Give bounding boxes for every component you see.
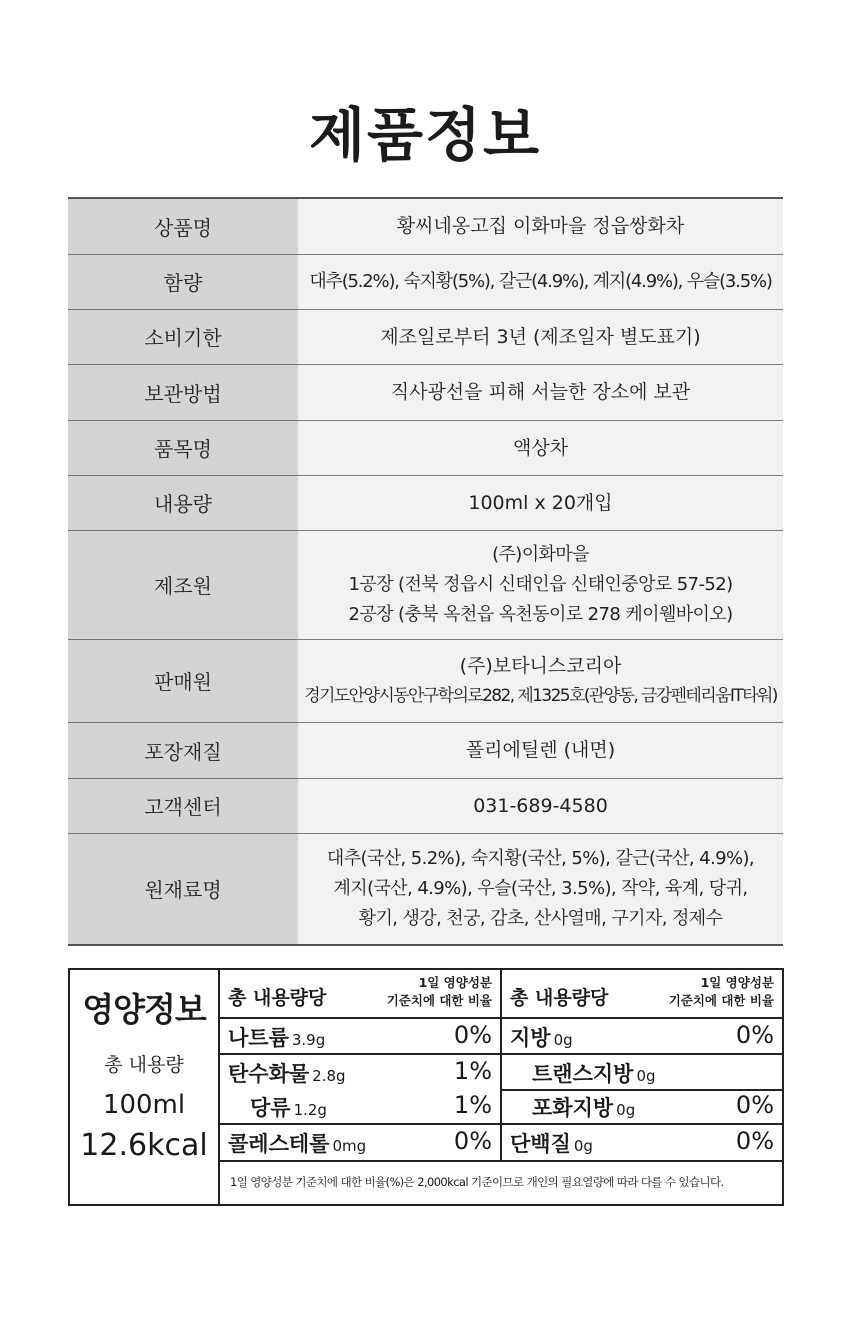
table-row <box>68 420 783 475</box>
nutrient-name: 탄수화물 2.8g <box>228 1062 346 1086</box>
column-header <box>220 970 500 1019</box>
row-label: 함량 <box>68 254 298 309</box>
row-value: 액상차 <box>298 420 783 475</box>
nutrient-row <box>502 1089 782 1125</box>
table-row <box>68 198 783 254</box>
row-value: 대추(5.2%), 숙지황(5%), 갈근(4.9%), 계지(4.9%), 우슬(3.5%) <box>298 254 783 309</box>
nutrient-name: 당류 1.2g <box>250 1096 327 1120</box>
nutrient-percent: 0% <box>453 1127 492 1155</box>
nutrition-title: 영양정보 <box>82 990 206 1029</box>
row-label: 원재료명 <box>68 833 298 945</box>
nutrition-summary <box>70 970 220 1204</box>
nutrition-facts-box <box>68 968 784 1206</box>
nutrient-name: 단백질 0g <box>510 1132 593 1156</box>
nutrition-table <box>220 970 782 1204</box>
row-label: 내용량 <box>68 475 298 530</box>
table-row <box>68 475 783 530</box>
row-label: 판매원 <box>68 639 298 722</box>
nutrient-percent: 1% <box>453 1091 492 1119</box>
row-label: 소비기한 <box>68 309 298 364</box>
header-per-total: 총 내용량당 <box>228 987 327 1009</box>
header-per-total: 총 내용량당 <box>510 987 609 1009</box>
product-info-table <box>68 197 783 946</box>
nutrient-row <box>220 1089 500 1125</box>
row-label: 포장재질 <box>68 722 298 778</box>
nutrient-row <box>220 1055 500 1089</box>
table-row <box>68 639 783 722</box>
nutrient-row <box>502 1019 782 1055</box>
table-row <box>68 530 783 639</box>
row-value: 직사광선을 피해 서늘한 장소에 보관 <box>298 364 783 420</box>
nutrient-percent: 0% <box>735 1127 774 1155</box>
nutrient-percent: 0% <box>735 1021 774 1049</box>
nutrient-percent: 0% <box>735 1091 774 1119</box>
row-label: 제조원 <box>68 530 298 639</box>
table-row <box>68 778 783 833</box>
table-row <box>68 254 783 309</box>
nutrient-row <box>502 1055 782 1091</box>
page-title: 제품정보 <box>308 101 542 169</box>
table-row <box>68 833 783 945</box>
nutrition-column-right <box>502 970 782 1160</box>
nutrient-percent: 1% <box>453 1057 492 1085</box>
nutrient-row <box>220 1019 500 1055</box>
row-value: 100ml x 20개입 <box>298 475 783 530</box>
nutrient-name: 나트륨 3.9g <box>228 1026 326 1050</box>
table-row <box>68 364 783 420</box>
nutrient-row <box>502 1125 782 1159</box>
header-daily-value: 1일 영양성분 기준치에 대한 비율 <box>668 975 774 1008</box>
row-label: 고객센터 <box>68 778 298 833</box>
row-value: (주)이화마을 1공장 (전북 정읍시 신태인읍 신태인중앙로 57-52) 2공장 (충북 옥천읍 옥천동이로 278 케이웰바이오) <box>298 530 783 639</box>
row-value: 황씨네옹고집 이화마을 정읍쌍화차 <box>298 198 783 254</box>
table-row <box>68 722 783 778</box>
row-value: 폴리에틸렌 (내면) <box>298 722 783 778</box>
row-value: (주)보타니스코리아 경기도안양시동안구학의로282, 제1325호(관양동, 금강펜테리움IT타워) <box>298 639 783 722</box>
table-row <box>68 309 783 364</box>
nutrient-percent: 0% <box>453 1021 492 1049</box>
total-volume: 100ml <box>102 1090 186 1120</box>
nutrient-name: 지방 0g <box>510 1026 573 1050</box>
row-label: 상품명 <box>68 198 298 254</box>
row-value: 제조일로부터 3년 (제조일자 별도표기) <box>298 309 783 364</box>
header-daily-value: 1일 영양성분 기준치에 대한 비율 <box>386 975 492 1008</box>
nutrient-name: 트랜스지방 0g <box>532 1062 656 1086</box>
row-value: 031-689-4580 <box>298 778 783 833</box>
row-label: 품목명 <box>68 420 298 475</box>
total-volume-label: 총 내용량 <box>104 1054 184 1076</box>
column-header <box>502 970 782 1019</box>
row-value: 대추(국산, 5.2%), 숙지황(국산, 5%), 갈근(국산, 4.9%), 계지(국산, 4.9%), 우슬(국산, 3.5%), 작약, 육계, 당귀, 황기, 생강, 천궁, 감초, 산사열매, 구기자, 정제수 <box>298 833 783 945</box>
nutrient-name: 포화지방 0g <box>532 1096 636 1120</box>
nutrition-column-left <box>220 970 502 1160</box>
nutrient-name: 콜레스테롤 0mg <box>228 1132 367 1156</box>
nutrition-footnote: 1일 영양성분 기준치에 대한 비율(%)은 2,000kcal 기준이므로 개인의 필요열량에 따라 다를 수 있습니다. <box>220 1160 782 1206</box>
row-label: 보관방법 <box>68 364 298 420</box>
total-calories: 12.6kcal <box>80 1128 208 1163</box>
nutrient-row <box>220 1125 500 1159</box>
